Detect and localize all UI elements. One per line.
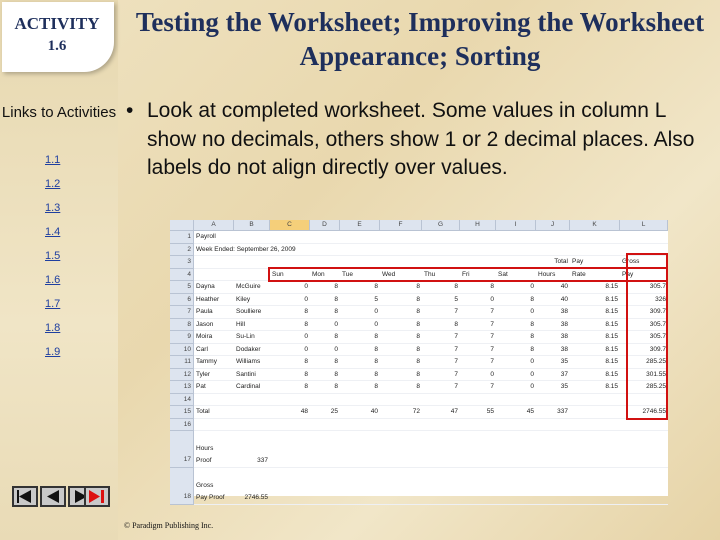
gridline bbox=[194, 430, 668, 431]
employee-sun: 0 bbox=[304, 333, 308, 340]
employee-rate: 8.15 bbox=[605, 345, 618, 353]
employee-last-name: Hill bbox=[236, 320, 246, 328]
activity-link-1-5[interactable]: 1.5 bbox=[45, 250, 61, 262]
column-header-f: F bbox=[380, 220, 422, 231]
activity-link-1-7[interactable]: 1.7 bbox=[45, 298, 61, 310]
employee-wed: 8 bbox=[416, 308, 420, 315]
employee-gross: 301.55 bbox=[646, 370, 666, 378]
employee-sun: 0 bbox=[304, 283, 308, 290]
employee-first-name: Pat bbox=[196, 383, 206, 390]
activity-number: 1.6 bbox=[47, 38, 67, 54]
employee-mon: 0 bbox=[334, 320, 338, 328]
column-header-l: L bbox=[620, 220, 668, 231]
employee-last-name: Santini bbox=[236, 370, 256, 378]
sheet-corner bbox=[170, 220, 194, 231]
employee-sat: 0 bbox=[530, 308, 534, 315]
total-mon: 25 bbox=[330, 408, 338, 415]
total-sun: 48 bbox=[300, 408, 308, 415]
header-rate: Rate bbox=[572, 270, 586, 278]
employee-hours: 38 bbox=[560, 320, 568, 328]
employee-sat: 8 bbox=[530, 295, 534, 303]
row-number-17: 17 bbox=[170, 431, 194, 468]
activity-badge bbox=[2, 2, 114, 72]
gridline bbox=[194, 467, 668, 468]
employee-fri: 7 bbox=[490, 383, 494, 390]
employee-fri: 7 bbox=[490, 320, 494, 328]
employee-first-name: Heather bbox=[196, 295, 220, 303]
row-number-11: 11 bbox=[170, 356, 194, 369]
employee-mon: 8 bbox=[334, 370, 338, 378]
employee-tue: 5 bbox=[374, 295, 378, 303]
employee-wed: 8 bbox=[416, 358, 420, 365]
employee-thu: 7 bbox=[454, 383, 458, 390]
employee-first-name: Tyler bbox=[196, 370, 211, 378]
employee-thu: 7 bbox=[454, 370, 458, 378]
employee-fri: 0 bbox=[490, 295, 494, 303]
employee-thu: 8 bbox=[454, 320, 458, 328]
hours-proof-label2: Proof bbox=[196, 457, 212, 464]
employee-rate: 8.15 bbox=[605, 295, 618, 303]
header-tue: Tue bbox=[342, 270, 353, 278]
employee-last-name: Cardinal bbox=[236, 383, 261, 390]
employee-sat: 8 bbox=[530, 333, 534, 340]
employee-hours: 35 bbox=[560, 383, 568, 390]
employee-fri: 7 bbox=[490, 345, 494, 353]
column-header-g: G bbox=[422, 220, 460, 231]
employee-tue: 0 bbox=[374, 320, 378, 328]
header-gross: Gross bbox=[622, 258, 640, 265]
employee-wed: 8 bbox=[416, 383, 420, 390]
employee-thu: 7 bbox=[454, 358, 458, 365]
employee-tue: 8 bbox=[374, 358, 378, 365]
slide-title: Testing the Worksheet; Improving the Worksheet Appearance; Sorting bbox=[135, 7, 705, 71]
employee-sat: 0 bbox=[530, 383, 534, 390]
activity-link-1-4[interactable]: 1.4 bbox=[45, 226, 61, 238]
employee-sat: 8 bbox=[530, 320, 534, 328]
employee-thu: 8 bbox=[454, 283, 458, 290]
employee-gross: 326 bbox=[655, 295, 666, 303]
sidebar bbox=[0, 0, 118, 540]
gross-pay-proof-label1: Gross bbox=[196, 482, 214, 489]
last-slide-icon bbox=[86, 488, 108, 505]
employee-fri: 0 bbox=[490, 370, 494, 378]
employee-last-name: Soulliere bbox=[236, 308, 262, 315]
employee-first-name: Dayna bbox=[196, 283, 215, 290]
employee-wed: 8 bbox=[416, 320, 420, 328]
employee-hours: 35 bbox=[560, 358, 568, 365]
activity-link-1-6[interactable]: 1.6 bbox=[45, 274, 61, 286]
employee-sun: 8 bbox=[304, 320, 308, 328]
total-hours: 337 bbox=[557, 408, 568, 415]
column-header-e: E bbox=[340, 220, 380, 231]
row-number-4: 4 bbox=[170, 269, 194, 282]
row-number-1: 1 bbox=[170, 231, 194, 244]
header-hours: Hours bbox=[538, 270, 556, 278]
employee-tue: 8 bbox=[374, 283, 378, 290]
employee-last-name: Dodaker bbox=[236, 345, 261, 353]
employee-gross: 285.25 bbox=[646, 383, 666, 390]
gross-pay-proof-value: 2746.55 bbox=[244, 494, 268, 501]
employee-rate: 8.15 bbox=[605, 358, 618, 365]
employee-first-name: Moira bbox=[196, 333, 213, 340]
payroll-title: Payroll bbox=[196, 233, 216, 240]
activity-link-1-8[interactable]: 1.8 bbox=[45, 322, 61, 334]
header-thu: Thu bbox=[424, 270, 436, 278]
employee-mon: 0 bbox=[334, 345, 338, 353]
row-number-9: 9 bbox=[170, 331, 194, 344]
employee-hours: 38 bbox=[560, 345, 568, 353]
totals-label: Total bbox=[196, 408, 210, 415]
employee-sat: 8 bbox=[530, 345, 534, 353]
employee-sun: 0 bbox=[304, 345, 308, 353]
row-number-8: 8 bbox=[170, 319, 194, 332]
employee-tue: 8 bbox=[374, 345, 378, 353]
employee-last-name: Kiley bbox=[236, 295, 251, 303]
activity-link-1-2[interactable]: 1.2 bbox=[45, 178, 61, 190]
employee-sun: 8 bbox=[304, 308, 308, 315]
week-ended-title: Week Ended: September 26, 2009 bbox=[196, 245, 296, 253]
row-number-13: 13 bbox=[170, 381, 194, 394]
header-row-highlight bbox=[268, 267, 668, 282]
employee-last-name: McGuire bbox=[236, 283, 261, 290]
header-wed: Wed bbox=[382, 270, 396, 278]
activity-link-1-9[interactable]: 1.9 bbox=[45, 346, 61, 358]
employee-first-name: Tammy bbox=[196, 358, 217, 365]
employee-rate: 8.15 bbox=[605, 333, 618, 340]
employee-fri: 7 bbox=[490, 333, 494, 340]
employee-sun: 8 bbox=[304, 358, 308, 365]
employee-first-name: Paula bbox=[196, 308, 213, 315]
employee-first-name: Jason bbox=[196, 320, 214, 328]
employee-hours: 37 bbox=[560, 370, 568, 378]
header-sat: Sat bbox=[498, 270, 508, 278]
column-header-c: C bbox=[270, 220, 310, 231]
employee-thu: 7 bbox=[454, 333, 458, 340]
employee-last-name: Williams bbox=[236, 358, 261, 365]
employee-wed: 8 bbox=[416, 283, 420, 290]
employee-mon: 8 bbox=[334, 383, 338, 390]
first-slide-button[interactable] bbox=[12, 486, 38, 507]
bullet-symbol: • bbox=[126, 99, 134, 122]
copyright-text: © Paradigm Publishing Inc. bbox=[124, 521, 214, 530]
employee-sun: 0 bbox=[304, 295, 308, 303]
employee-hours: 40 bbox=[560, 295, 568, 303]
employee-thu: 7 bbox=[454, 308, 458, 315]
employee-fri: 7 bbox=[490, 308, 494, 315]
row-number-18: 18 bbox=[170, 468, 194, 505]
employee-hours: 38 bbox=[560, 333, 568, 340]
employee-rate: 8.15 bbox=[605, 283, 618, 290]
employee-mon: 8 bbox=[334, 333, 338, 340]
total-sat: 45 bbox=[526, 408, 534, 415]
activity-title: ACTIVITY bbox=[14, 14, 100, 33]
header-pay: Pay bbox=[622, 270, 634, 278]
column-header-k: K bbox=[570, 220, 620, 231]
header-total: Total bbox=[554, 258, 568, 265]
first-slide-icon bbox=[14, 488, 36, 505]
employee-sat: 0 bbox=[530, 370, 534, 378]
gross-pay-proof-label2: Pay Proof bbox=[196, 494, 225, 501]
bullet-point bbox=[126, 97, 714, 183]
employee-mon: 8 bbox=[334, 308, 338, 315]
employee-gross: 305.7 bbox=[649, 320, 666, 328]
employee-sun: 8 bbox=[304, 370, 308, 378]
employee-gross: 285.25 bbox=[646, 358, 666, 365]
previous-slide-button[interactable] bbox=[40, 486, 66, 507]
employee-wed: 8 bbox=[416, 295, 420, 303]
employee-last-name: Su-Lin bbox=[236, 333, 255, 340]
employee-rate: 8.15 bbox=[605, 320, 618, 328]
hours-proof-label1: Hours bbox=[196, 445, 214, 452]
employee-wed: 8 bbox=[416, 333, 420, 340]
links-heading: Links to Activities bbox=[1, 104, 117, 121]
employee-fri: 7 bbox=[490, 358, 494, 365]
row-number-16: 16 bbox=[170, 419, 194, 432]
total-thu: 47 bbox=[450, 408, 458, 415]
row-number-5: 5 bbox=[170, 281, 194, 294]
row-number-2: 2 bbox=[170, 244, 194, 257]
employee-tue: 8 bbox=[374, 370, 378, 378]
activity-link-1-3[interactable]: 1.3 bbox=[45, 202, 61, 214]
column-header-a: A bbox=[194, 220, 234, 231]
column-header-i: I bbox=[496, 220, 536, 231]
employee-rate: 8.15 bbox=[605, 370, 618, 378]
column-header-d: D bbox=[310, 220, 340, 231]
employee-thu: 7 bbox=[454, 345, 458, 353]
employee-gross: 309.7 bbox=[649, 308, 666, 315]
employee-wed: 8 bbox=[416, 370, 420, 378]
employee-gross: 309.7 bbox=[649, 345, 666, 353]
activity-link-1-1[interactable]: 1.1 bbox=[45, 154, 61, 166]
row-number-7: 7 bbox=[170, 306, 194, 319]
spreadsheet-screenshot bbox=[170, 220, 668, 501]
employee-tue: 8 bbox=[374, 333, 378, 340]
employee-sat: 0 bbox=[530, 283, 534, 290]
employee-mon: 8 bbox=[334, 295, 338, 303]
employee-thu: 5 bbox=[454, 295, 458, 303]
row-number-6: 6 bbox=[170, 294, 194, 307]
total-gross: 2746.55 bbox=[642, 408, 666, 415]
row-number-14: 14 bbox=[170, 394, 194, 407]
last-slide-button[interactable] bbox=[84, 486, 110, 507]
row-number-10: 10 bbox=[170, 344, 194, 357]
header-pay: Pay bbox=[572, 258, 584, 265]
bullet-text: Look at completed worksheet. Some values in column L show no decimals, others show 1 or 2 decimal places. Also labels do not align directly over values. bbox=[147, 99, 695, 179]
total-wed: 72 bbox=[412, 408, 420, 415]
employee-gross: 305.7 bbox=[649, 283, 666, 290]
employee-tue: 8 bbox=[374, 383, 378, 390]
employee-hours: 40 bbox=[560, 283, 568, 290]
previous-slide-icon bbox=[42, 488, 64, 505]
row-number-15: 15 bbox=[170, 406, 194, 419]
column-header-j: J bbox=[536, 220, 570, 231]
header-sun: Sun bbox=[272, 270, 284, 278]
employee-mon: 8 bbox=[334, 283, 338, 290]
row-number-12: 12 bbox=[170, 369, 194, 382]
employee-first-name: Carl bbox=[196, 345, 208, 353]
column-header-h: H bbox=[460, 220, 496, 231]
employee-tue: 0 bbox=[374, 308, 378, 315]
employee-fri: 8 bbox=[490, 283, 494, 290]
employee-sat: 0 bbox=[530, 358, 534, 365]
header-fri: Fri bbox=[462, 270, 470, 278]
column-header-b: B bbox=[234, 220, 270, 231]
employee-wed: 8 bbox=[416, 345, 420, 353]
employee-sun: 8 bbox=[304, 383, 308, 390]
employee-rate: 8.15 bbox=[605, 383, 618, 390]
total-tue: 40 bbox=[370, 408, 378, 415]
employee-mon: 8 bbox=[334, 358, 338, 365]
gridline bbox=[194, 504, 668, 505]
gross-pay-column-highlight bbox=[626, 253, 668, 420]
hours-proof-value: 337 bbox=[257, 457, 268, 464]
header-mon: Mon bbox=[312, 270, 325, 278]
employee-gross: 305.7 bbox=[649, 333, 666, 340]
employee-hours: 38 bbox=[560, 308, 568, 315]
row-number-3: 3 bbox=[170, 256, 194, 269]
total-fri: 55 bbox=[486, 408, 494, 415]
employee-rate: 8.15 bbox=[605, 308, 618, 315]
